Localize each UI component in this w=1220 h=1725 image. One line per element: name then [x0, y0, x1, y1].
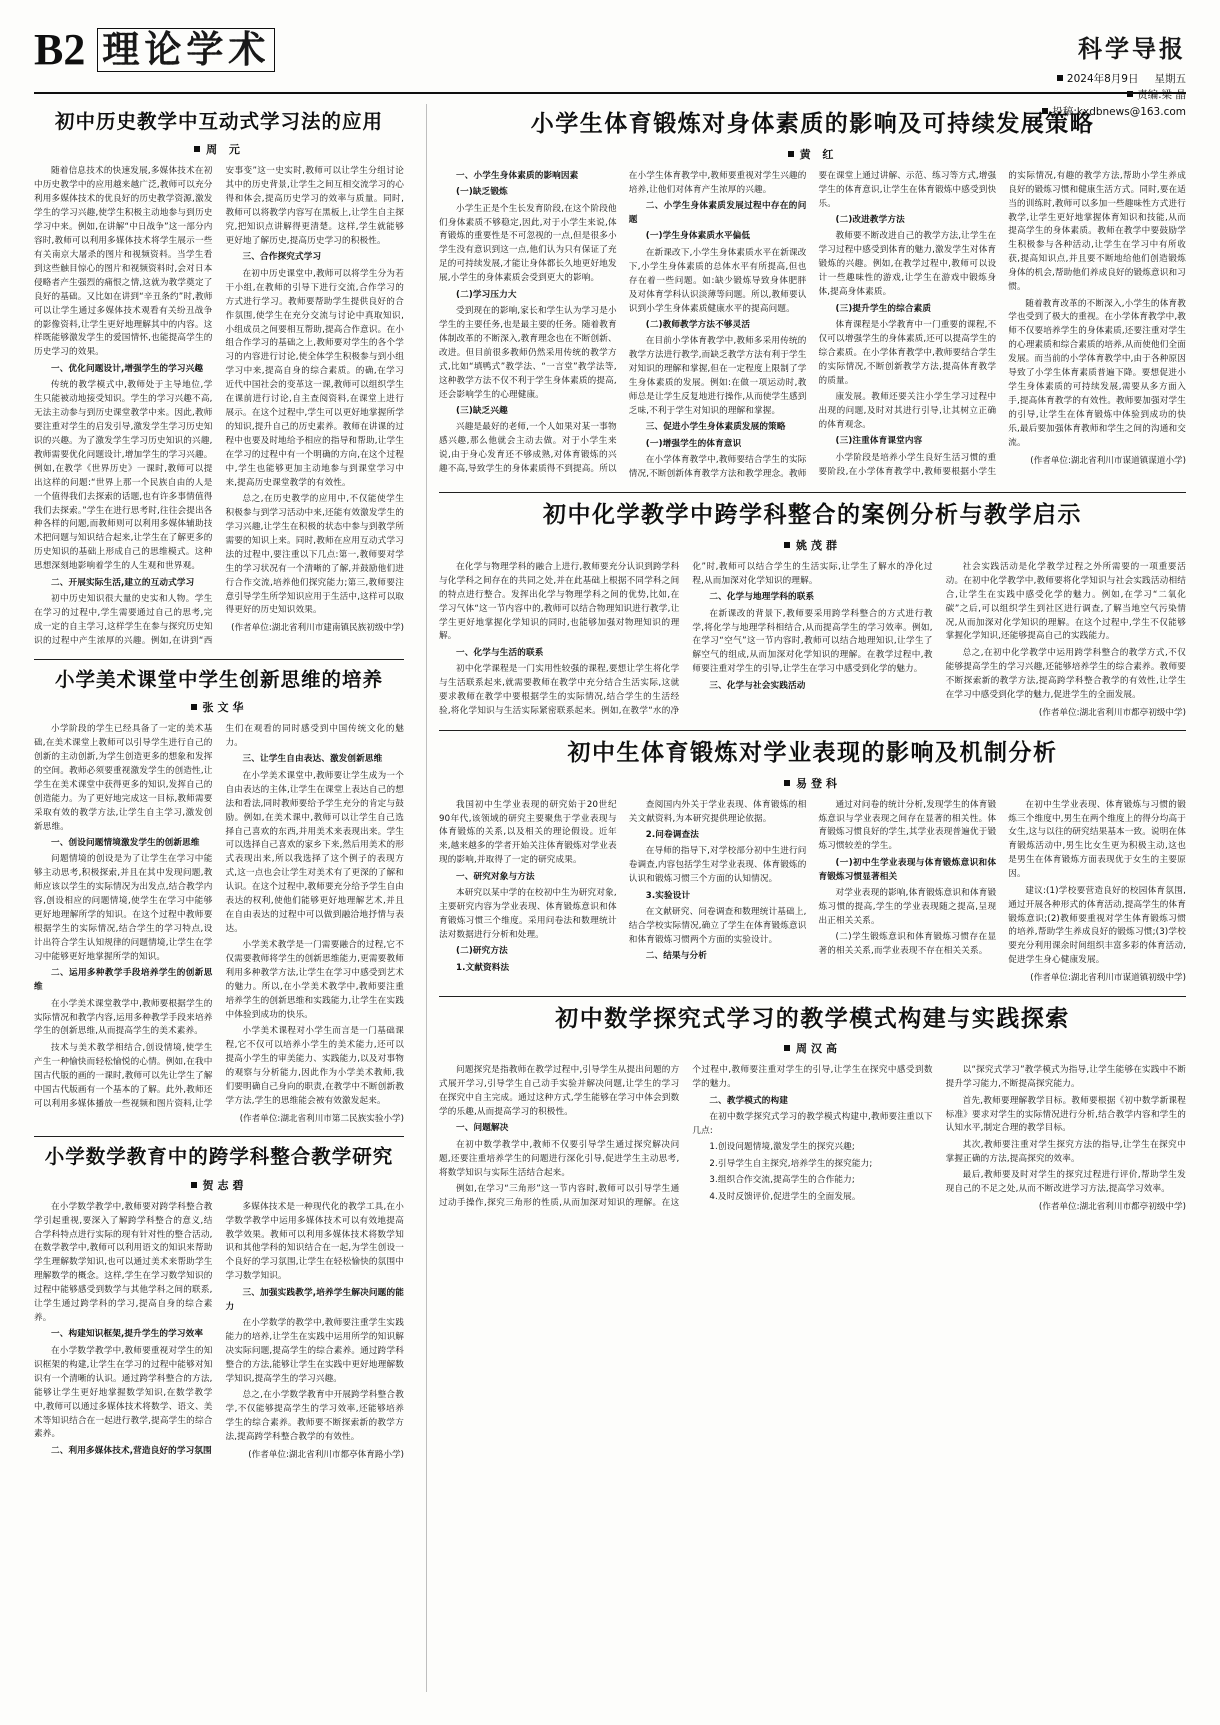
publish-date	[1057, 71, 1139, 87]
paragraph: 本研究以某中学的在校初中生为研究对象,主要研究内容为学业表现、体育锻炼意识和体育锻炼习惯三个维度。采用问卷法和数理统计法对数据进行分析和处理。	[439, 888, 617, 940]
section-title: 理论学术	[102, 27, 271, 72]
subheading: (三)缺乏兴趣	[456, 406, 508, 416]
article-body	[34, 723, 404, 1126]
paragraph: 在新课改下,小学生身体素质水平在新课改下,小学生身体素质的总体水平有所提高,但也存在着一些问题。如:缺少锻炼导致身体肥胖及对体育学科认识淡薄等问题。所以,教师要认识到小学生身体素质健康水平的提高问题。	[628, 247, 807, 314]
article-history-interactive-learning	[34, 110, 404, 649]
paragraph: 问题情境的创设是为了让学生在学习中能够主动思考,积极探索,并且在其中发现问题,教师应该以学生的实际情况为出发点,结合教学内容,创设相应的问题情境,使学生在学习中能够更好地理解所学的知识。在这个过程中教师要根据学生的实际情况,结合学生的学习特点,设计出符合学生认知规律的问题情境,让学生在学习中能够更好地掌握所学的知识。	[34, 854, 213, 962]
subheading: 2.问卷调查法	[645, 829, 700, 840]
subheading: 一、小学生身体素质的影响因素	[456, 170, 579, 181]
article-title: 初中历史教学中互动式学习法的应用	[54, 110, 383, 133]
paper-name: 科学导报	[1078, 34, 1186, 63]
article-body	[439, 799, 1186, 986]
bullet-square-icon	[788, 151, 794, 157]
bullet-square-icon	[194, 146, 200, 152]
bullet-square-icon	[191, 1182, 197, 1188]
subheading: (一)学生身体素质水平偏低	[645, 231, 751, 242]
page-number: B2	[34, 25, 86, 74]
editor-text: 责编:梁 晶	[1137, 89, 1186, 102]
subheading: 三、加强实践教学,培养学生解决问题的能力	[225, 1287, 404, 1312]
article-body	[439, 561, 1186, 720]
paragraph: 初中化学课程是一门实用性较强的课程,要想让学生将化学与生活联系起来,就需要教师在教学中充分结合生活实际,这就要求教师在教学中要根据学生的实际情况,结合学生的生活经验,将化学知识与生活实际紧密联系起来。例如,在教学“水的净化”时,教师可以结合学生的生活实际,让学生了解水的净化过程,从而加深对化学知识的理解。	[439, 561, 933, 717]
masthead	[34, 25, 1186, 118]
subheading: 二、小学生身体素质发展过程中存在的问题	[628, 201, 807, 226]
paragraph: 4.及时反馈评价,促进学生的全面发展。	[709, 1191, 861, 1202]
subheading: 二、教学模式的构建	[709, 1095, 789, 1106]
bullet-square-icon	[784, 1045, 790, 1051]
paragraph: 在化学与物理学科的融合上进行,教师要充分认识到跨学科与化学科之间存在的共同之处,并在此基础上根据不同学科之间的特点进行整合。发挥出化学与物理学科之间的优势,比如,在学习气体“这一节内容中的,教师可以结合物理知识进行教学,让学生更好地掌握化学知识的同时,也能够加强对物理知识的理解。	[439, 561, 680, 642]
divider	[34, 659, 404, 660]
paragraph: 社会实践活动是化学教学过程之外所需要的一项重要活动。在初中化学教学中,教师要将化学知识与社会实践活动相结合,让学生在实践中感受化学的魅力。例如,在学习“二氧化碳”之后,可以组织学生到社区进行调查,了解当地空气污染情况,从而加深对化学知识的理解。在这个过程中,学生不仅能够掌握化学知识,还能够提高自己的实践能力。	[945, 561, 1186, 642]
subheading: 三、化学与社会实践活动	[709, 680, 806, 691]
divider	[439, 492, 1186, 493]
subheading: 一、研究对象与方法	[456, 871, 535, 882]
subheading: 一、优化问题设计,增强学生的学习兴趣	[51, 363, 204, 374]
paragraph: 例如,在学习“三角形”这一节内容时,教师可以引导学生通过动手操作,探究三角形的性质,从而加深对知识的理解。在这个过程中,教师要注重对学生的引导,让学生在探究中感受到数学的魅力。	[439, 1065, 933, 1209]
paragraph: 初中历史知识很大量的史实和人物。学生在学习的过程中,学生需要通过自己的思考,完成一定的自主学习,这样学生在参与探究历史知识的过程中产生浓厚的兴趣。例如,在讲到“西安事变”这一史实时,教师可以让学生分组讨论其中的历史背景,让学生之间互相交流学习的心得和体会,提高历史学习的效率与质量。同时,教师可以将教学内容写在黑板上,让学生自主探究,把知识点讲解得更清楚。这样,学生就能够更好地了解历史,提高历史学习的积极性。	[34, 166, 404, 646]
subheading: 三、合作探究式学习	[242, 252, 322, 263]
paragraph: 兴趣是最好的老师,一个人如果对某一事物感兴趣,那么他就会主动去做。对于小学生来说,由于身心发育还不够成熟,对体育锻炼的兴趣不高,导致学生的身体素质得不到提高。所以在小学生体育教学中,教师要重视对学生兴趣的培养,让他们对体育产生浓厚的兴趣。	[439, 170, 807, 475]
paragraph: 对学业表现的影响,体育锻炼意识和体育锻炼习惯的提高,学生的学业表现随之提高,呈现出正相关关系。	[818, 888, 997, 927]
article-byline	[34, 699, 404, 715]
subheading: 一、构建知识框架,提升学生的学习效率	[51, 1329, 204, 1340]
article-signature: (作者单位:湖北省利川市第二民族实验小学)	[239, 1113, 404, 1124]
article-chemistry-interdisciplinary	[439, 501, 1186, 720]
paragraph: 建议:(1)学校要营造良好的校园体育氛围,通过开展各种形式的体育活动,提高学生的体育锻炼意识;(2)教师要重视对学生体育锻炼习惯的培养,帮助学生养成良好的锻炼习惯;(3)学校要充分利用课余时间组织丰富多彩的体育活动,促进学生身心健康发展。	[1008, 885, 1187, 966]
article-byline	[34, 1177, 404, 1193]
paragraph: 教师要不断改进自己的教学方法,让学生在学习过程中感受到体育的魅力,激发学生对体育锻炼的兴趣。例如,在教学过程中,教师可以设计一些趣味性的游戏,让学生在游戏中锻炼身体,提高身体素质。	[818, 231, 997, 298]
article-signature: (作者单位:湖北省利川市都亭初级中学)	[1038, 1202, 1186, 1213]
section-title-box	[97, 28, 275, 72]
article-title: 初中生体育锻炼对学业表现的影响及机制分析	[567, 738, 1058, 766]
submission-text: 投稿:kxdbnews@163.com	[1052, 105, 1186, 118]
article-body	[34, 1201, 404, 1462]
bullet-square-icon	[1057, 75, 1063, 81]
paragraph: 传统的教学模式中,教师处于主导地位,学生只能被动地接受知识。学生的学习兴趣不高,无法主动参与到历史课堂教学中来。因此,教师要注重对学生的启发引导,激发学生学习历史知识的兴趣。为了激发学生学习历史知识的兴趣,教师需要优化问题设计,增加学生的学习兴趣。例如,在教学《世界历史》一课时,教师可以提出这样的问题:“世界上那一个民族自由的人是一个值得我们去探索的话题,也有许多事情值得我们去探索。”学生在进行思考时,往往会提出各种各样的问题,而教师则可以利用多媒体辅助技术把问题与知识结合起来,让学生在了解更多的历史知识的基础上形成自己的思维模式。这种思想深刻地影响着学生的人生观和世界观。	[34, 380, 213, 572]
paragraph: 在新课改的背景下,教师要采用跨学科整合的方式进行教学,将化学与地理学科相结合,从而提高学生的学习效率。例如,在学习“空气”这一节内容时,教师可以结合地理知识,让学生了解空气的组成,从而加深对化学知识的理解。在教学过程中,教师要注重对学生的引导,让学生在学习中感受到化学的魅力。	[692, 608, 933, 675]
paragraph: 小学阶段是培养小学生良好生活习惯的重要阶段,在小学体育教学中,教师要根据小学生的实际情况,有趣的教学方法,帮助小学生养成良好的锻炼习惯和健康生活方式。同时,要在适当的训练时,教师可以多加一些趣味性方式进行教学,让学生更好地掌握体育知识和技能,从而提高学生的身体素质。教师在教学中要鼓励学生积极参与各种活动,让学生在学习中有所收获,提高知识点,并且要不断地给他们创造锻炼身体的机会,帮助他们养成良好的锻炼意识和习惯。	[818, 170, 1187, 477]
paragraph: 在初中历史课堂中,教师可以将学生分为若干小组,在教师的引导下进行交流,合作学习的方式进行学习。教师要帮助学生提供良好的合作氛围,使学生在充分交流与讨论中真取知识,小组成员之间要相互帮助,提高合作意识。在小组合作学习的基础之上,教师要对学生的各个学习的内容进行讨论,使全体学生积极参与到小组学习中来,提高自身的综合素质。的确,在学习近代中国社会的变革这一课,教师可以组织学生在课前进行讨论,自主查阅资料,在课堂上进行展示。在这个过程中,学生可以更好地掌握所学的知识,提升自己的历史素养。教师在讲课的过程中也要及时地给予相应的指导和帮助,让学生在学习的过程中有一个明确的方向,在这个过程中,学生也能够更加主动地参与到课堂学习中来,提高历史课堂教学的有效性。	[225, 268, 404, 488]
paragraph: (二)学生锻炼意识和体育锻炼习惯存在显著的相关关系,而学业表现不存在相关关系。	[818, 932, 997, 957]
paragraph: 在文献研究、问卷调查和数理统计基础上,结合学校实际情况,确立了学生在体育锻炼意识和体育锻炼习惯两个方面的实验设计。	[628, 907, 807, 945]
weekday: 星期五	[1154, 73, 1186, 86]
left-column	[34, 104, 416, 1692]
article-byline	[439, 537, 1186, 553]
article-title: 小学美术课堂中学生创新思维的培养	[54, 667, 383, 691]
paragraph: 总之,在初中化学教学中运用跨学科整合的教学方式,不仅能够提高学生的学习兴趣,还能够培养学生的综合素养。教师要不断探索新的教学方法,提高跨学科整合教学的有效性,让学生在学习中感受到化学的魅力,促进学生的全面发展。	[945, 647, 1186, 700]
author-name: 黄 红	[799, 147, 838, 161]
subheading: (二)教师教学方法不够灵活	[645, 319, 751, 330]
paragraph: 小学生正是个生长发育阶段,在这个阶段他们身体素质不够稳定,因此,对于小学生来说,体育锻炼的重要性是不可忽视的一点,但是很多小学生没有意识到这一点,他们认为只有保证了充足的可持续发展,才能让身体都长久地更好地发展,小学生的身体素质会受到更大的影响。	[439, 203, 617, 284]
subheading: (一)初中生学业表现与体育锻炼意识和体育锻炼习惯显著相关	[818, 857, 997, 882]
paragraph: 在小学美术课堂中,教师要让学生成为一个自由表达的主体,让学生在课堂上表达自己的想法和看法,同时教师要给予学生充分的肯定与鼓励。例如,在美术课中,教师可以让学生自己选择自己喜欢的东西,并用美术来表现出来。学生可以选择自己喜欢的家乡下来,然后用美术的形式表现出来,所以我选择了这个例子的表现方式,这一点也会让学生对美术有了更深的了解和认识。在这个过程中,教师要充分给予学生自由表达的权利,使他们能够更好地理解艺术,并且在自由表达的过程中可以做到融洽地抒情与表达。	[225, 770, 404, 934]
paragraph: 技术与美术教学相结合,创设情境,使学生产生一种愉快而轻松愉悦的心情。例如,在我中国古代版的画的一课时,教师可以先让学生了解中国古代版画有一个基本的了解。此外,教师还可以利用多媒体播放一些视频和图片资料,让学生们在观看的同时感受到中国传统文化的魅力。	[34, 724, 404, 1109]
paragraph: 2.引导学生自主探究,培养学生的探究能力;	[709, 1158, 873, 1169]
paragraph: 查阅国内外关于学业表现、体育锻炼的相关文献资料,为本研究提供理论依据。	[628, 799, 807, 824]
subheading: 二、利用多媒体技术,营造良好的学习氛围	[51, 1445, 212, 1456]
publish-date-text: 2024年8月9日	[1066, 73, 1139, 86]
paragraph: 在小学数学教学中,教师要对跨学科整合教学引起重视,要深入了解跨学科整合的意义,结合学科特点进行实际的现有针对性的整合活动,在数学教学中,教师可以利用语文的知识来帮助学生理解数学知识,也可以通过美术来帮助学生理解数学的概念。这样,学生在学习数学知识的过程中能够感受到数学与其他学科之间的联系,让学生通过跨学科的学习,提高自身的综合素养。	[34, 1201, 213, 1324]
article-signature: (作者单位:湖北省利川市谋道镇初级中学)	[1030, 973, 1186, 984]
article-byline	[439, 1040, 1186, 1056]
masthead-date-line	[926, 71, 1186, 87]
author-name: 易登科	[796, 776, 841, 790]
paragraph: 小学美术教学是一门需要融合的过程,它不仅需要教师将学生的创新思维能力,更需要教师利用多种教学方法,让学生在学习中感受到艺术的魅力。所以,在小学美术教学中,教师要注重培养学生的创新思维和实践能力,让学生在实践中体验到成功的快乐。	[225, 940, 404, 1021]
divider	[439, 730, 1186, 731]
paragraph: 最后,教师要及时对学生的探究过程进行评价,帮助学生发现自己的不足之处,从而不断改进学习方法,提高学习效率。	[945, 1170, 1186, 1195]
subheading: 二、开展实际生活,建立的互动式学习	[51, 577, 195, 588]
paragraph: 小学阶段的学生已经具备了一定的美术基础,在美术课堂上教师可以引导学生进行自己的创新的主动创新,为学生创造更多的想象和发挥的空间。教师必须要重视激发学生的创造性,让学生在美术课堂中获得更多的知识,发挥自己的创造能力。为了更好地完成这一目标,教师需要采取有效的教学方法,让学生自主学习,激发创新思维。	[34, 724, 213, 832]
paragraph: 总之,在历史教学的应用中,不仅能使学生积极参与到学习活动中来,还能有效激发学生的学习兴趣,让学生在积极的状态中参与到教学所需要的知识上来。同时,教师在应用互动式学习法的过程中,要注重以下几点:第一,教师要对学生的学习状况有一个清晰的了解,并鼓励他们进行合作交流,培养他们探究能力;第三,教师要注意引导学生所学知识应用于生活中,这样可以取得更好的历史知识效果。	[225, 494, 404, 616]
masthead-left	[34, 25, 275, 74]
paragraph: 多媒体技术是一种现代化的教学工具,在小学数学教学中运用多媒体技术可以有效地提高教学效果。教师可以利用多媒体技术将数学知识和其他学科的知识结合在一起,为学生创设一个良好的学习氛围,让学生在轻松愉快的氛围中学习数学知识。	[225, 1201, 404, 1282]
paragraph: 通过对问卷的统计分析,发现学生的体育锻炼意识与学业表现之间存在显著的相关性。体育锻炼习惯良好的学生,其学业表现普遍优于锻炼习惯较差的学生。	[818, 799, 997, 852]
author-name: 张文华	[202, 701, 248, 715]
paragraph: 其次,教师要注重对学生探究方法的指导,让学生在探究中掌握正确的方法,提高探究的效率。	[945, 1139, 1186, 1164]
article-body	[439, 170, 1186, 482]
paragraph: 问题探究是指教师在教学过程中,引导学生从提出问题的方式展开学习,引导学生自己动手实验并解决问题,让学生的学习在探究中自主完成。通过这种方式,学生能够在学习中体会到数学的乐趣,从而提高学习的积极性。	[439, 1065, 680, 1118]
subheading: (三)注重体育课堂内容	[835, 436, 923, 447]
right-column	[437, 104, 1186, 1692]
article-body	[439, 1064, 1186, 1214]
subheading: (一)缺乏锻炼	[456, 187, 508, 198]
article-byline	[34, 141, 404, 157]
subheading: (二)改进教学方法	[835, 215, 905, 226]
paragraph: 在初中数学探究式学习的教学模式构建中,教师要注重以下几点:	[692, 1112, 933, 1136]
article-title: 初中化学教学中跨学科整合的案例分析与教学启示	[543, 501, 1082, 529]
article-title: 小学生体育锻炼对身体素质的影响及可持续发展策略	[530, 110, 1095, 137]
subheading: 1.文献资料法	[456, 962, 510, 973]
subheading: 三、促进小学生身体素质发展的策略	[645, 422, 786, 433]
bullet-square-icon	[191, 704, 197, 710]
subheading: (二)研究方法	[456, 946, 508, 957]
subheading: 二、结果与分析	[645, 951, 707, 962]
paragraph: 随着信息技术的快速发展,多媒体技术在初中历史教学中的应用越来越广泛,教师可以充分利用多媒体技术的优良好的历史教学资源,激发学生的学习兴趣,使学生积极主动地参与到历史学习中来。例如,在讲解“中日战争”这一部分内容时,教师可以利用多媒体技术将学生展示一些有关南京大屠杀的图片和视频资料。当学生看到这些触目惊心的图片和视频资料时,会对日本侵略者产生强烈的痛恨之情,这就为教学奠定了良好的基础。又比如在讲到“辛丑条约”时,教师可以让学生通过多媒体技术观看有关纷丑战争的影像资料,让学生更好地理解其中的内容。这样既能够激发学生的爱国情怀,也能提高学生的历史学习的效果。	[34, 166, 213, 358]
article-signature: (作者单位:湖北省利川市都亭体育路小学)	[248, 1449, 404, 1460]
paragraph: 康发展。教师还要关注小学生学习过程中出现的问题,及时对其进行引导,让其树立正确的体育观念。	[818, 392, 997, 430]
article-signature: (作者单位:湖北省利川市都亭初级中学)	[1038, 707, 1186, 718]
subheading: 一、问题解决	[456, 1123, 509, 1134]
paragraph: 首先,教师要理解教学目标。教师要根据《初中数学新课程标准》要求对学生的实际情况进行分析,结合教学内容和学生的认知水平,制定合理的教学目标。	[945, 1095, 1186, 1134]
divider	[439, 996, 1186, 997]
paragraph: 1.创设问题情境,激发学生的探究兴趣;	[709, 1142, 855, 1153]
paragraph: 在目前小学体育教学中,教师多采用传统的教学方法进行教学,而缺乏教学方法有利于学生对知识的理解和掌握,但在一定程度上限制了学生身体素质的发展。例如:在做一项运动时,教师总是让学生反复地进行操作,从而使学生感到乏味,不利于学生对知识的理解和掌握。	[628, 336, 807, 416]
bullet-square-icon	[784, 780, 790, 786]
subheading: 二、化学与地理学科的联系	[709, 592, 815, 603]
subheading: 三、让学生自由表达、激发创新思维	[242, 754, 383, 765]
paragraph: 在小学数学的教学中,教师要注重学生实践能力的培养,让学生在实践中运用所学的知识解决实际问题,提高学生的综合素养。通过跨学科整合的方法,能够让学生在实践中更好地理解数学知识,提高学生的学习兴趣。	[225, 1318, 404, 1384]
masthead-editor-line	[926, 87, 1186, 103]
paragraph: 体育课程是小学教育中一门重要的课程,不仅可以增强学生的身体素质,还可以提高学生的综合素质。在小学体育教学中,教师要结合学生的实际情况,不断创新教学方法,提高体育教学的质量。	[818, 319, 997, 386]
subheading: (一)增强学生的体育意识	[645, 438, 742, 449]
article-math-inquiry-learning	[439, 1005, 1186, 1215]
article-byline	[439, 775, 1186, 791]
article-title: 初中数学探究式学习的教学模式构建与实践探索	[555, 1004, 1070, 1032]
article-pe-physical-quality	[439, 110, 1186, 482]
paragraph: 在初中数学教学中,教师不仅要引导学生通过探究解决问题,还要注重培养学生的问题进行深化引导,促进学生主动思考,将数学知识与实际生活结合起来。	[439, 1139, 680, 1178]
paragraph: 在导师的指导下,对学校部分初中生进行问卷调查,内容包括学生对学业表现、体育锻炼的认识和锻炼习惯三个方面的认知情况。	[628, 846, 807, 885]
article-body	[34, 165, 404, 648]
author-name: 贺志碧	[202, 1178, 248, 1192]
bullet-square-icon	[1127, 91, 1133, 97]
subheading: (二)学习压力大	[456, 289, 517, 300]
subheading: 一、创设问题情境激发学生的创新思维	[51, 837, 200, 848]
page-body	[34, 104, 1186, 1692]
article-signature: (作者单位:湖北省利川市建南镇民族初级中学)	[231, 623, 404, 634]
subheading: 二、运用多种教学手段培养学生的创新思维	[34, 968, 213, 993]
paragraph: 受到现在的影响,家长和学生认为学习是小学生的主要任务,也是最主要的任务。随着教育体制改革的不断深入,教育理念也在不断创新、改进。但目前很多教师仍然采用传统的教学方式,比如“填鸭式”教学法、“一言堂”教学法等,这种教学方法不仅不利于学生身体素质的提高,还会影响学生的心理健康。	[439, 306, 617, 400]
paragraph: 小学美术课程对小学生而言是一门基础课程,它不仅可以培养小学生的美术能力,还可以提高小学生的审美能力、实践能力,以及对事物的观察与分析能力,因此作为小学美术教师,我们要明确自己身向的职责,在教学中不断创新教学方法,学生的思维能会被有效激发起来。	[225, 1026, 404, 1107]
paragraph: 随着教育改革的不断深入,小学生的体育教学也受到了极大的重视。在小学体育教学中,教师不仅要培养学生的身体素质,还要注重对学生的心理素质和综合素质的培养,从而使他们全面发展。而当前的小学体育教学中,由于各种原因导致了小学生体育素质普遍下降。要想促进小学生身体素质的可持续发展,需要从多方面入手,提高体育教学的有效性。教师要加强对学生的引导,让学生在体育锻炼中体验到成功的快乐,最后要加强体育教师和学生之间的沟通和交流。	[1008, 298, 1187, 448]
article-title: 小学数学教育中的跨学科整合教学研究	[44, 1145, 394, 1169]
editor	[1127, 87, 1186, 103]
subheading: 一、化学与生活的联系	[456, 647, 544, 658]
article-math-interdisciplinary	[34, 1145, 404, 1462]
paragraph: 在小学体育教学中,教师要结合学生的实际情况,不断创新体育教学方法和教学理念。教师要在课堂上通过讲解、示范、练习等方式,增强学生的体育意识,让学生在体育锻炼中感受到快乐。	[628, 170, 997, 480]
author-name: 周汉高	[796, 1042, 841, 1056]
column-divider	[426, 104, 427, 1692]
paragraph: 在初中生学业表现、体育锻炼与习惯的锻炼三个维度中,男生在两个维度上的得分均高于女生,这与以往的研究结果基本一致。说明在体育锻炼活动中,男生比女生更为积极主动,这也是男生在体育锻炼方面表现优于女生的主要原因。	[1008, 799, 1187, 880]
author-name: 周 元	[206, 143, 244, 157]
subheading: (三)提升学生的综合素质	[835, 303, 932, 314]
article-pe-academic-performance	[439, 739, 1186, 986]
paragraph: 我国初中生学业表现的研究始于20世纪90年代,该领域的研究主要聚焦于学业表现与体育锻炼的关系,以及相关的理论假设。近年来,越来越多的学者开始关注体育锻炼对学业表现的影响,并取得了一定的研究成果。	[439, 799, 617, 866]
article-art-creative-thinking	[34, 668, 404, 1127]
paragraph: 3.组织合作交流,提高学生的合作能力;	[709, 1175, 855, 1186]
article-signature: (作者单位:湖北省利川市谋道镇谋道小学)	[1030, 455, 1186, 466]
paragraph: 在小学数学教学中,教师要重视对学生的知识框架的构建,让学生在学习的过程中能够对知识有一个清晰的认识。通过跨学科整合的方法,能够让学生更好地掌握数学知识,在数学教学中,教师可以通过多媒体技术将数学、语文、美术等知识结合在一起进行教学,提高学生的综合素养。	[34, 1345, 213, 1440]
divider	[34, 1136, 404, 1137]
article-byline	[439, 146, 1186, 162]
author-name: 姚茂群	[796, 538, 841, 552]
paragraph: 在小学美术课堂教学中,教师要根据学生的实际情况和教学内容,运用多种教学手段来培养学生的创新思维,从而提高学生的美术素养。	[34, 998, 213, 1037]
subheading: 3.实验设计	[645, 890, 691, 901]
paragraph: 总之,在小学数学教育中开展跨学科整合教学,不仅能够提高学生的学习效率,还能够培养学生的综合素养。教师要不断探索新的教学方法,提高跨学科整合教学的有效性。	[225, 1390, 404, 1442]
paragraph: 以“探究式学习”教学模式为指导,让学生能够在实践中不断提升学习能力,不断提高探究能力。	[945, 1065, 1186, 1090]
bullet-square-icon	[784, 542, 790, 548]
